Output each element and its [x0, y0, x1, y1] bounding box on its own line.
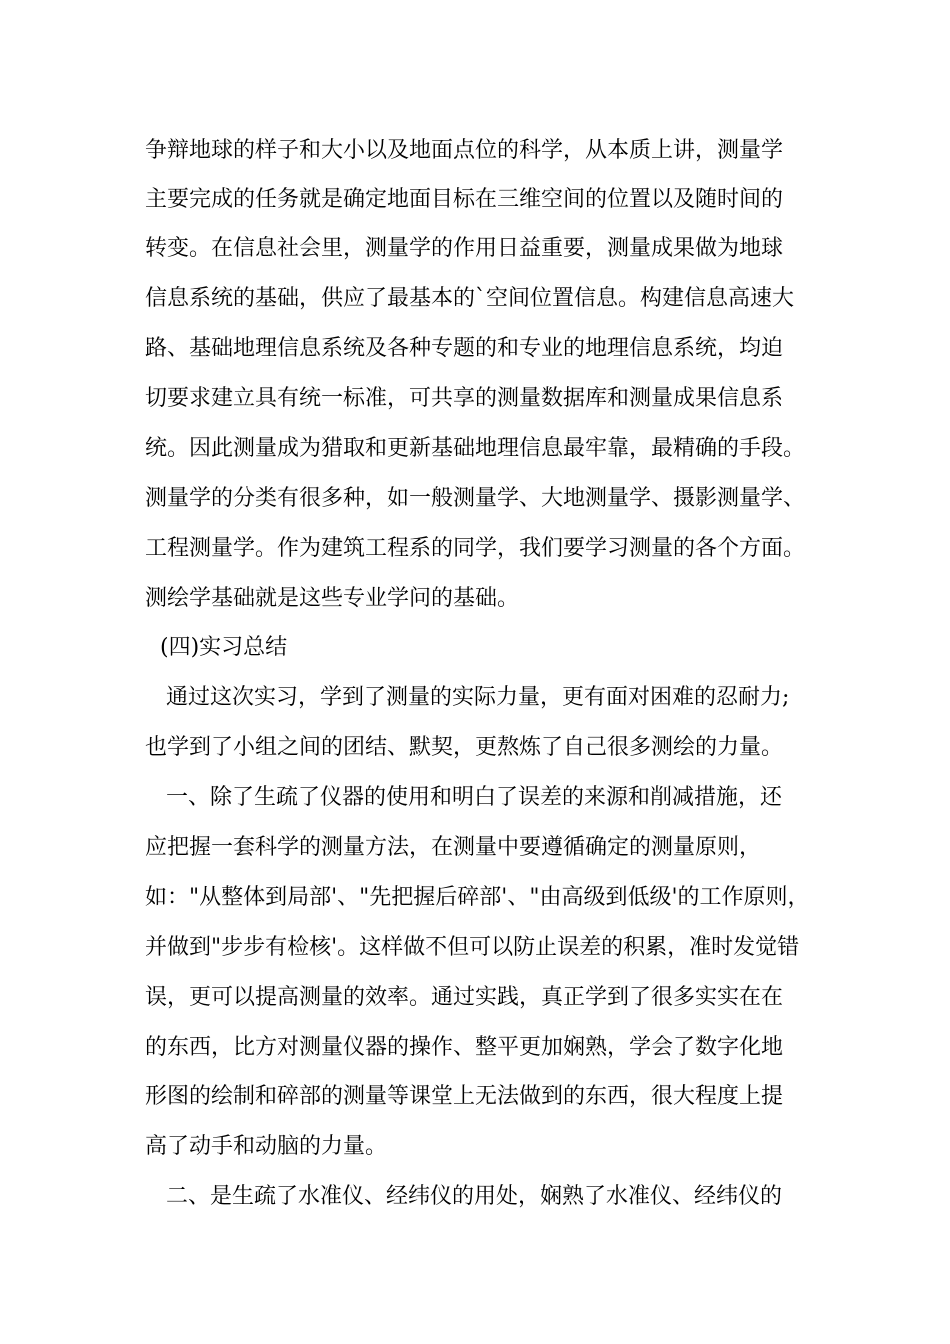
- text-line: 路、基础地理信息系统及各种专题的和专业的地理信息系统，均迫: [145, 336, 784, 361]
- text-line: 主要完成的任务就是确定地面目标在三维空间的位置以及随时间的: [145, 187, 784, 212]
- text-line: 一、除了生疏了仪器的使用和明白了误差的来源和削减措施，还: [166, 785, 783, 810]
- text-line: 高了动手和动脑的力量。: [145, 1134, 388, 1159]
- text-line: 形图的绘制和碎部的测量等课堂上无法做到的东西，很大程度上提: [145, 1084, 784, 1109]
- text-line: 切要求建立具有统一标准，可共享的测量数据库和测量成果信息系: [145, 386, 784, 411]
- text-line: 争辩地球的样子和大小以及地面点位的科学，从本质上讲，测量学: [145, 138, 784, 163]
- text-line: 如："从整体到局部'、"先把握后碎部'、"由高级到低级'的工作原则，: [145, 885, 810, 910]
- section-heading: (四)实习总结: [160, 635, 288, 660]
- text-line: 二、是生疏了水准仪、经纬仪的用处，娴熟了水准仪、经纬仪的: [166, 1184, 783, 1209]
- text-line: 工程测量学。作为建筑工程系的同学，我们要学习测量的各个方面。: [145, 536, 806, 561]
- text-line: 测绘学基础就是这些专业学问的基础。: [145, 586, 520, 611]
- text-line: 信息系统的基础，供应了最基本的`空间位置信息。构建信息高速大: [145, 286, 795, 311]
- text-line: 统。因此测量成为猎取和更新基础地理信息最牢靠，最精确的手段。: [145, 436, 806, 461]
- text-line: 的东西，比方对测量仪器的操作、整平更加娴熟，学会了数字化地: [145, 1035, 784, 1060]
- text-line: 并做到"步步有检核'。这样做不但可以防止误差的积累，准时发觉错: [145, 935, 800, 960]
- text-line: 应把握一套科学的测量方法，在测量中要遵循确定的测量原则，: [145, 835, 762, 860]
- text-line: 也学到了小组之间的团结、默契，更熬炼了自己很多测绘的力量。: [145, 735, 784, 760]
- text-line: 误，更可以提高测量的效率。通过实践，真正学到了很多实实在在: [145, 985, 784, 1010]
- text-line: 通过这次实习，学到了测量的实际力量，更有面对困难的忍耐力;: [166, 685, 790, 710]
- text-line: 测量学的分类有很多种，如一般测量学、大地测量学、摄影测量学、: [145, 486, 806, 511]
- text-line: 转变。在信息社会里，测量学的作用日益重要，测量成果做为地球: [145, 236, 784, 261]
